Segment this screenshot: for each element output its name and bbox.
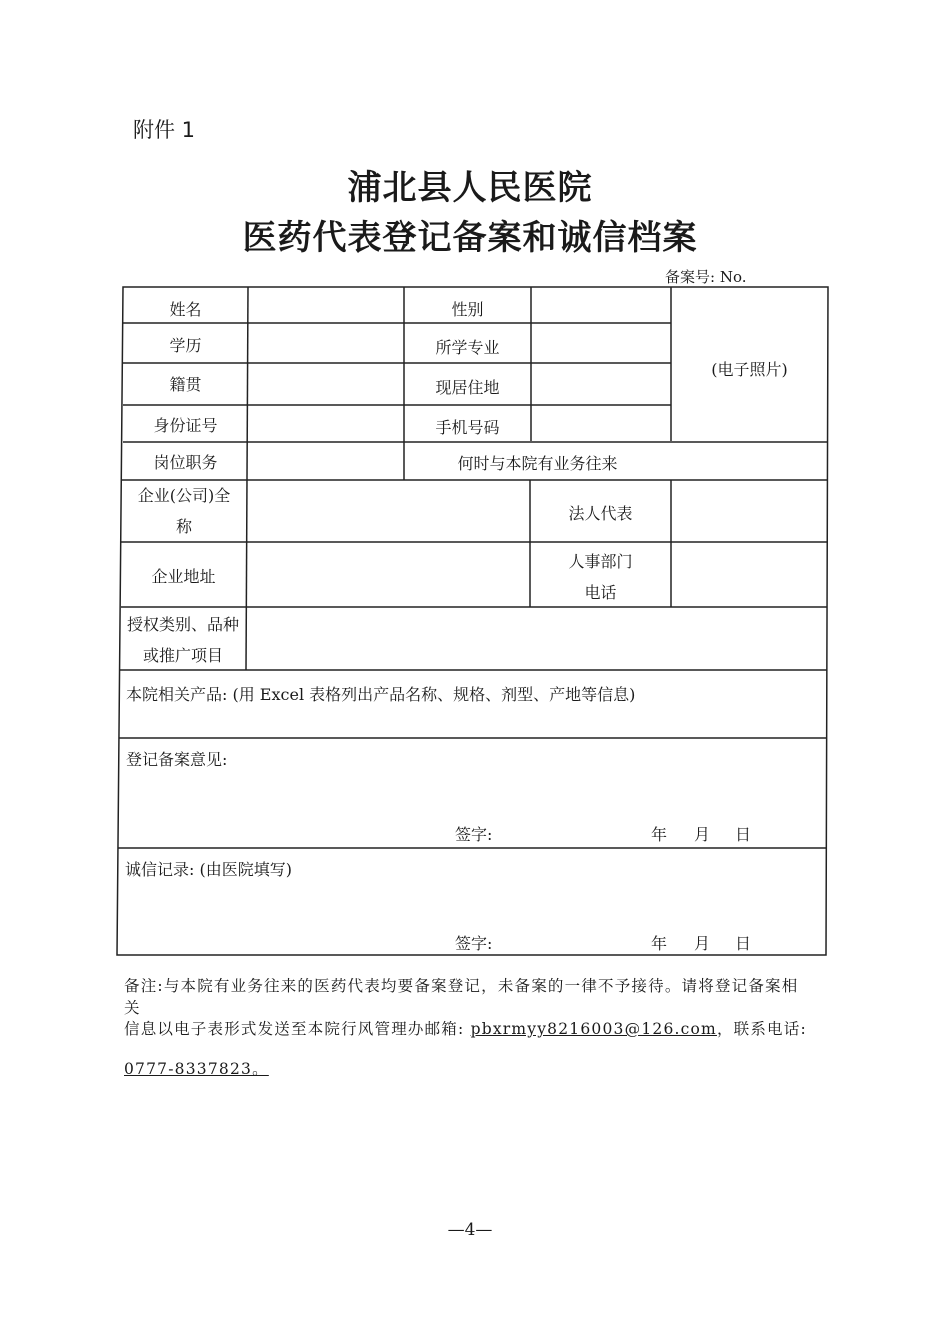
label-business-since: 何时与本院有业务往来 bbox=[457, 454, 618, 473]
label-year-2: 年 bbox=[651, 934, 668, 953]
label-day: 日 bbox=[735, 825, 752, 844]
email-link[interactable]: pbxrmyy8216003@126.com bbox=[470, 1020, 717, 1038]
label-month-2: 月 bbox=[694, 934, 711, 953]
label-authorization-1: 授权类别、品种 bbox=[126, 615, 239, 634]
label-month: 月 bbox=[694, 825, 711, 844]
record-number-label: 备案号: No. bbox=[665, 268, 747, 286]
photo-placeholder: (电子照片) bbox=[711, 360, 788, 379]
label-native-place: 籍贯 bbox=[169, 375, 202, 394]
label-mobile: 手机号码 bbox=[435, 418, 500, 437]
label-hr-phone-2: 电话 bbox=[584, 583, 617, 602]
label-hr-phone-1: 人事部门 bbox=[568, 552, 633, 571]
label-name: 姓名 bbox=[169, 300, 202, 319]
label-year: 年 bbox=[651, 825, 668, 844]
contact-phone: 0777-8337823。 bbox=[124, 1060, 269, 1078]
label-position: 岗位职务 bbox=[153, 453, 218, 472]
title-hospital: 浦北县人民医院 bbox=[347, 168, 593, 208]
title-form: 医药代表登记备案和诚信档案 bbox=[242, 218, 698, 258]
label-registration-opinion: 登记备案意见: bbox=[126, 750, 228, 769]
page-number: —4— bbox=[447, 1220, 493, 1240]
note-line-1: 备注:与本院有业务往来的医药代表均要备案登记，未备案的一律不予接待。请将登记备案相关 bbox=[124, 977, 799, 1017]
note-line-2-suffix: ，联系电话: bbox=[716, 1020, 807, 1038]
label-id-number: 身份证号 bbox=[153, 416, 218, 435]
note-line-2 bbox=[124, 1017, 814, 1039]
label-integrity-record: 诚信记录: (由医院填写) bbox=[125, 860, 292, 879]
label-company-address: 企业地址 bbox=[151, 567, 216, 586]
label-company-name-2: 称 bbox=[175, 517, 192, 536]
attachment-label: 附件 1 bbox=[133, 118, 196, 142]
note-line-3 bbox=[124, 1057, 814, 1079]
label-related-products: 本院相关产品: (用 Excel 表格列出产品名称、规格、剂型、产地等信息) bbox=[126, 685, 636, 704]
label-education: 学历 bbox=[169, 336, 202, 355]
note-line-2-prefix: 信息以电子表形式发送至本院行风管理办邮箱: bbox=[124, 1020, 465, 1038]
label-company-name-1: 企业(公司)全 bbox=[137, 486, 231, 505]
label-legal-rep: 法人代表 bbox=[568, 504, 633, 523]
label-current-address: 现居住地 bbox=[435, 378, 500, 397]
label-authorization-2: 或推广项目 bbox=[142, 646, 223, 665]
label-signature-2: 签字: bbox=[455, 934, 493, 953]
label-gender: 性别 bbox=[451, 300, 484, 319]
label-signature: 签字: bbox=[455, 825, 493, 844]
label-major: 所学专业 bbox=[435, 338, 500, 357]
label-day-2: 日 bbox=[735, 934, 752, 953]
